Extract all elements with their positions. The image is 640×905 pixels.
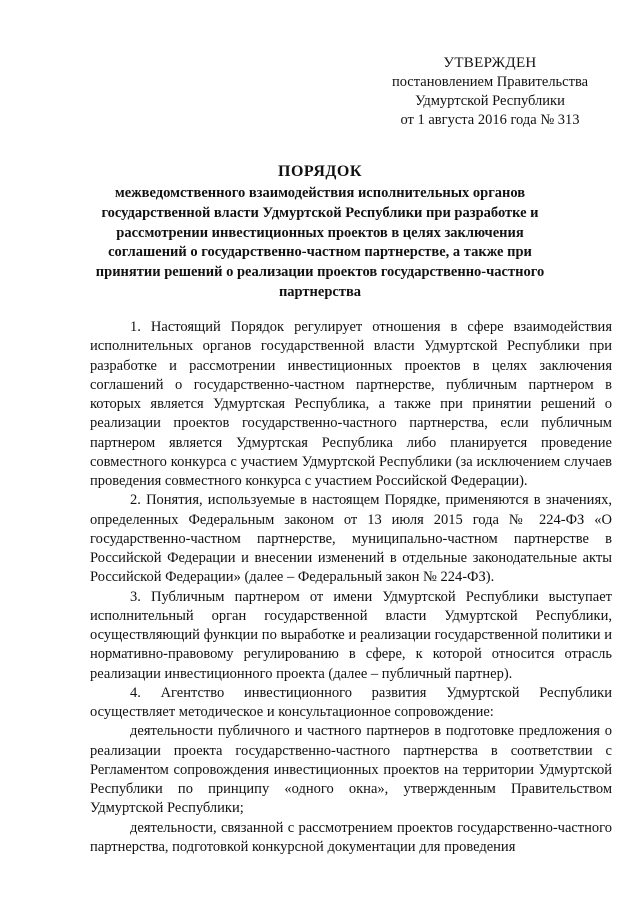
approval-line-resolution: постановлением Правительства xyxy=(391,74,589,90)
paragraph-1: 1. Настоящий Порядок регулирует отношения в сфере взаимодействия исполнительных органов государственной власти Удмуртской Республики при разработке и рассмотрении инвестиционных проектов в целях заключения соглашений о государственно-частном партнерстве, публичным партнером в которых является Удмуртская Республика, а также при принятии решений о реализации проектов государственно-частного партнерства, если публичным партнером является Удмуртская Республика либо планируется проведение совместного конкурса с участием Удмуртской Республики (за исключением случаев проведения совместного конкурса с участием Российской Федерации). xyxy=(90,319,612,489)
paragraph-4-item-2: деятельности, связанной с рассмотрением проектов государственно-частного партнерства, подготовкой конкурсной документации для проведения xyxy=(90,819,612,855)
paragraph-3: 3. Публичным партнером от имени Удмуртской Республики выступает исполнительный орган государственной власти Удмуртской Республики, осуществляющий функции по выработке и реализации государственной политики и нормативно-правовому регулированию в сфере, к которой относится отрасль реализации инвестиционного проекта (далее – публичный партнер). xyxy=(90,588,612,682)
approval-stamp-title: УТВЕРЖДЕН xyxy=(443,55,537,71)
document-title-block xyxy=(90,162,550,303)
paragraph-4: 4. Агентство инвестиционного развития Удмуртской Республики осуществляет методическое и консультационное сопровождение: xyxy=(90,684,612,720)
approval-stamp-block xyxy=(380,54,600,130)
paragraph-4-item-1: деятельности публичного и частного партнеров в подготовке предложения о реализации проекта государственно-частного партнерства в соответствии с Регламентом сопровождения инвестиционных проектов на территории Удмуртской Республики по принципу «одного окна», утвержденным Правительством Удмуртской Республики; xyxy=(90,723,612,817)
document-body xyxy=(90,318,612,857)
paragraph-2: 2. Понятия, используемые в настоящем Порядке, применяются в значениях, определенных Федеральным законом от 13 июля 2015 года № 224-ФЗ «О государственно-частном партнерстве, муниципально-частном партнерстве в Российской Федерации и внесении изменений в отдельные законодательные акты Российской Федерации» (далее – Федеральный закон № 224-ФЗ). xyxy=(90,492,612,586)
document-title: ПОРЯДОК xyxy=(278,163,362,180)
document-subtitle: межведомственного взаимодействия исполнительных органов государственной власти Удмуртской Республики при разработке и рассмотрении инвестиционных проектов в целях заключения соглашений о государственно-частном партнерстве, а также при принятии решений о реализации проектов государственно-частного партнерства xyxy=(95,185,545,300)
approval-line-republic: Удмуртской Республики xyxy=(415,93,565,109)
approval-line-date: от 1 августа 2016 года № 313 xyxy=(400,112,580,128)
